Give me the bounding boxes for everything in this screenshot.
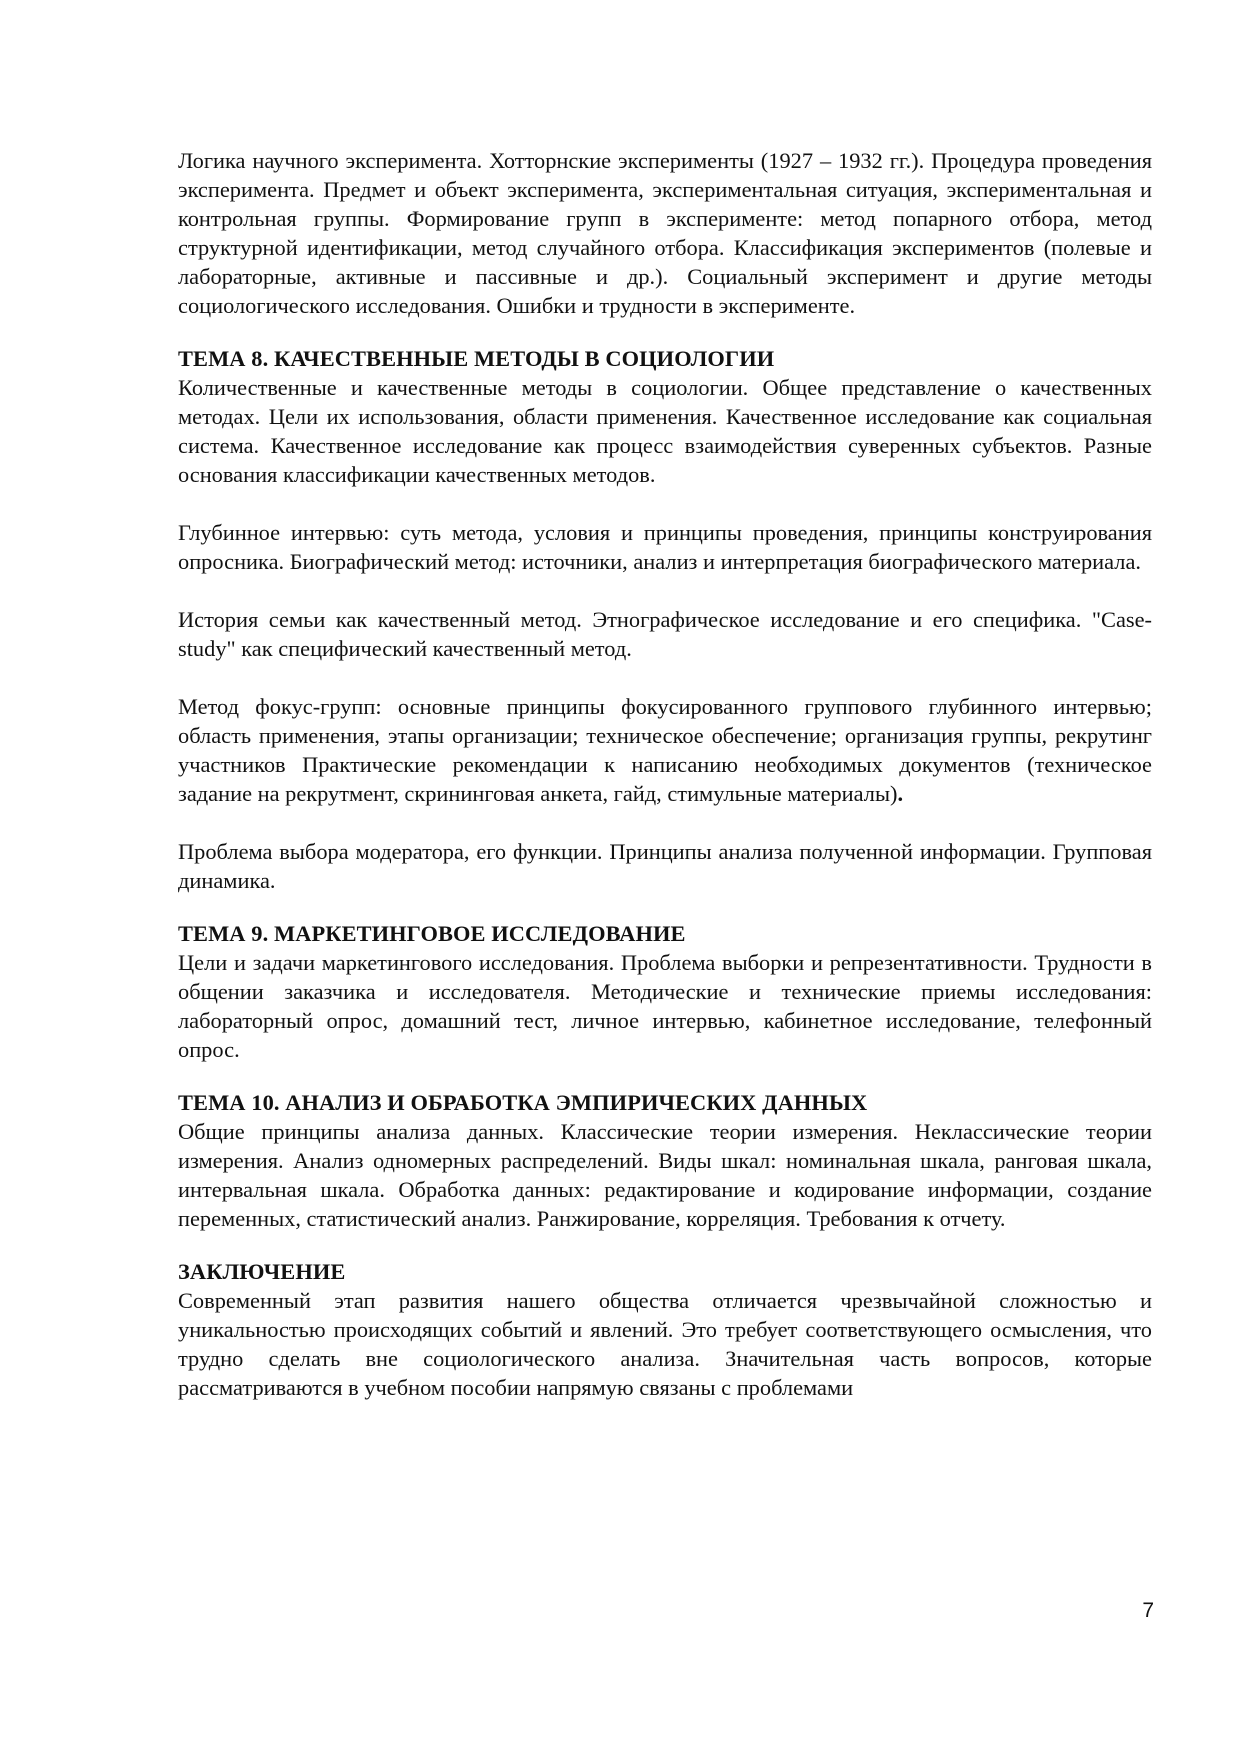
paragraph-qualitative-methods: [178, 373, 1152, 489]
page-number: 7: [1142, 1599, 1154, 1622]
heading-topic-10: [178, 1088, 1152, 1117]
paragraph-in-depth-interview: [178, 518, 1152, 576]
paragraph-experiment-logic: [178, 146, 1152, 320]
paragraph-marketing-research: [178, 948, 1152, 1064]
paragraph-end-mark: .: [897, 781, 904, 806]
paragraph-text: Метод фокус-групп: основные принципы фокусированного группового глубинного интервью; область применения, этапы организации; техническое обеспечение; организация группы, рекрутинг участников Практические рекомендации к написанию необходимых документов (техническое задание на рекрутмент, скрининговая анкета, гайд, стимульные материалы): [178, 694, 1152, 806]
document-body: [178, 146, 1152, 1402]
paragraph-text: Проблема выбора модератора, его функции. Принципы анализа полученной информации. Групповая динамика.: [178, 839, 1152, 893]
heading-conclusion: [178, 1257, 1152, 1286]
heading-text: ТЕМА 10. АНАЛИЗ И ОБРАБОТКА ЭМПИРИЧЕСКИХ ДАННЫХ: [178, 1090, 868, 1115]
paragraph-text: Глубинное интервью: суть метода, условия и принципы проведения, принципы конструирования опросника. Биографический метод: источники, анализ и интерпретация биографического материала.: [178, 520, 1152, 574]
paragraph-focus-groups: [178, 692, 1152, 808]
heading-text: ЗАКЛЮЧЕНИЕ: [178, 1259, 346, 1284]
heading-topic-9: [178, 919, 1152, 948]
paragraph-family-history: [178, 605, 1152, 663]
paragraph-text: Современный этап развития нашего общества отличается чрезвычайной сложностью и уникальностью происходящих событий и явлений. Это требует соответствующего осмысления, что трудно сделать вне социологического анализа. Значительная часть вопросов, которые рассматриваются в учебном пособии напрямую связаны с проблемами: [178, 1288, 1152, 1400]
paragraph-conclusion: [178, 1286, 1152, 1402]
paragraph-text: Логика научного эксперимента. Хотторнские эксперименты (1927 – 1932 гг.). Процедура проведения эксперимента. Предмет и объект эксперимента, экспериментальная ситуация, экспериментальная и контрольная группы. Формирование групп в эксперименте: метод попарного отбора, метод структурной идентификации, метод случайного отбора. Классификация экспериментов (полевые и лабораторные, активные и пассивные и др.). Социальный эксперимент и другие методы социологического исследования. Ошибки и трудности в эксперименте.: [178, 148, 1152, 318]
paragraph-moderator: [178, 837, 1152, 895]
heading-topic-8: [178, 344, 1152, 373]
paragraph-text: Цели и задачи маркетингового исследования. Проблема выборки и репрезентативности. Трудности в общении заказчика и исследователя. Методические и технические приемы исследования: лабораторный опрос, домашний тест, личное интервью, кабинетное исследование, телефонный опрос.: [178, 950, 1152, 1062]
heading-text: ТЕМА 9. МАРКЕТИНГОВОЕ ИССЛЕДОВАНИЕ: [178, 921, 686, 946]
paragraph-text: Общие принципы анализа данных. Классические теории измерения. Неклассические теории измерения. Анализ одномерных распределений. Виды шкал: номинальная шкала, ранговая шкала, интервальная шкала. Обработка данных: редактирование и кодирование информации, создание переменных, статистический анализ. Ранжирование, корреляция. Требования к отчету.: [178, 1119, 1152, 1231]
paragraph-text: История семьи как качественный метод. Этнографическое исследование и его специфика. "Case-study" как специфический качественный метод.: [178, 607, 1152, 661]
heading-text: ТЕМА 8. КАЧЕСТВЕННЫЕ МЕТОДЫ В СОЦИОЛОГИИ: [178, 346, 775, 371]
paragraph-data-analysis: [178, 1117, 1152, 1233]
paragraph-text: Количественные и качественные методы в социологии. Общее представление о качественных методах. Цели их использования, области применения. Качественное исследование как социальная система. Качественное исследование как процесс взаимодействия суверенных субъектов. Разные основания классификации качественных методов.: [178, 375, 1152, 487]
